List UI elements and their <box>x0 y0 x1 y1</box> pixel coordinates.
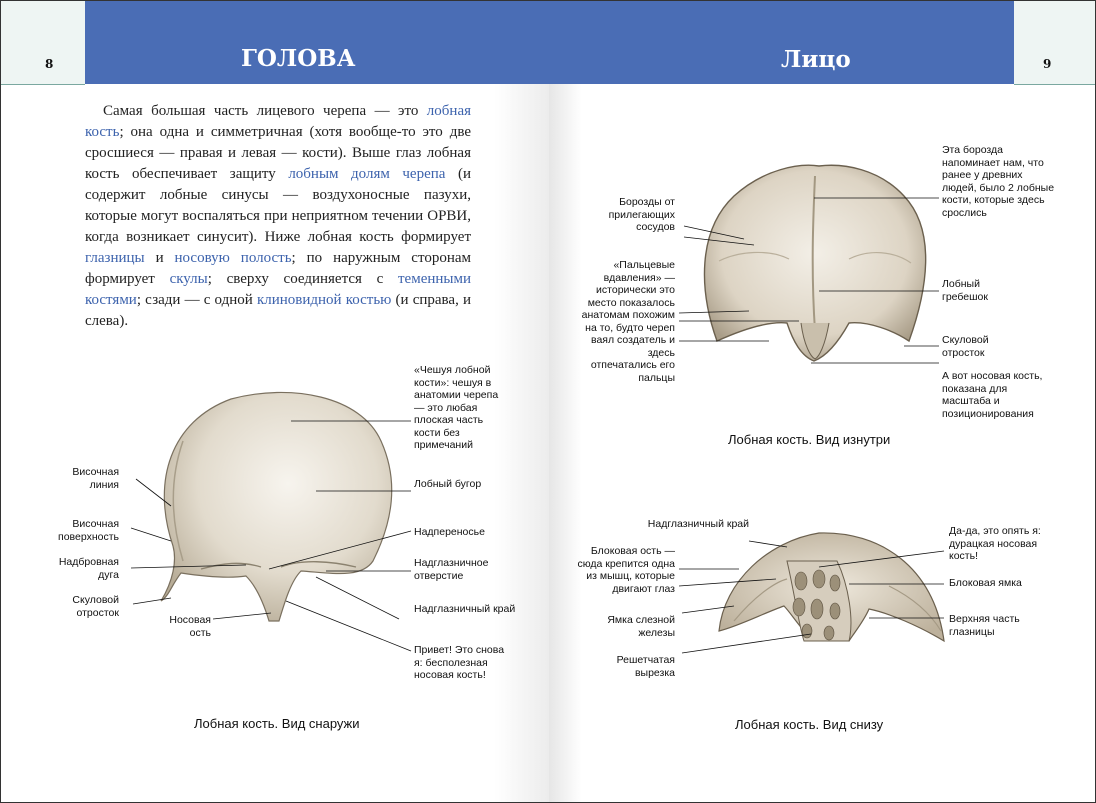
label-vessel-grooves: Борозды от прилегающих сосудов <box>608 196 675 233</box>
label-supraorbital-margin-bottom: Надглазничный край <box>647 518 749 530</box>
label-glabella: Надпереносье <box>414 526 485 538</box>
label-supraorbital-margin: Надглазничный край <box>414 603 516 615</box>
right-page-title: Лицо <box>781 46 851 73</box>
label-lacrimal-fossa: Ямка слезной железы <box>607 614 675 639</box>
label-trochlear-spine: Блоковая ость — сюда крепится одна из мышц, которые двигают глаз <box>577 545 675 595</box>
body-text: и <box>144 250 175 266</box>
figure-caption-bottom: Лобная кость. Вид снизу <box>735 717 884 732</box>
label-zygomatic-process-inner: Скуловой отросток <box>942 334 989 359</box>
link-parietal-bones[interactable]: теменными костями <box>85 271 471 308</box>
label-trochlear-fossa: Блоковая ямка <box>949 577 1022 589</box>
label-frontal-crest: Лобный гребешок <box>942 278 988 303</box>
label-orbit-roof: Верхняя часть глазницы <box>949 613 1020 638</box>
label-scale: «Чешуя лобной кости»: чешуя в анатомии черепа — это любая плоская часть кости без примечаний <box>414 364 499 451</box>
link-nasal-cavity[interactable]: носовую полость <box>174 250 292 266</box>
body-text: ; она одна и симметричная (хотя вообще-то это две сросшиеся — правая и левая — кости). Выше глаз лобная кость обеспечивает защиту <box>85 124 471 182</box>
link-frontal-lobes[interactable]: лобным долям черепа <box>288 166 446 182</box>
label-supraorbital-foramen: Надглазничное отверстие <box>414 557 489 582</box>
label-temporal-surface: Височная поверхность <box>58 518 119 543</box>
right-page <box>549 1 1095 802</box>
label-nasal-spine: Носовая ость <box>169 614 211 639</box>
label-superciliary-arch: Надбровная дуга <box>58 556 119 581</box>
left-page <box>1 1 549 802</box>
body-text: (и содержит лобные синусы — воздухоносные пазухи, которые могут воспаляться при неприятном течении ОРВИ, когда возникает синусит). Ниже лобная кость формирует <box>85 166 471 245</box>
figure-caption-inner: Лобная кость. Вид изнутри <box>728 432 891 447</box>
label-ethmoidal-notch: Решетчатая вырезка <box>616 654 675 679</box>
body-text: ; сзади — с одной <box>136 292 257 308</box>
label-finger-impressions: «Пальцевые вдавления» — исторически это место показалось анатомам похожим на то, будто череп ваял создатель и здесь отпечатались его пальцы <box>581 259 675 384</box>
label-zygomatic-process: Скуловой отросток <box>72 594 119 619</box>
body-text: ; по наружным сторонам формирует <box>85 250 471 287</box>
label-frontal-tuber: Лобный бугор <box>414 478 482 490</box>
left-page-title: ГОЛОВА <box>241 45 356 72</box>
body-text: Самая большая часть лицевого черепа — это <box>103 103 427 119</box>
link-orbits[interactable]: глазницы <box>85 250 145 266</box>
label-temporal-line: Височная линия <box>72 466 119 491</box>
label-nasal-bone-scale: А вот носовая кость, показана для масштаба и позиционирования <box>942 370 1043 420</box>
label-nasal-bone-note: Привет! Это снова я: бесполезная носовая кость! <box>414 644 505 681</box>
label-nasal-note-bottom: Да-да, это опять я: дурацкая носовая кость! <box>949 525 1041 562</box>
link-sphenoid-bone[interactable]: клиновидной костью <box>256 292 392 308</box>
right-page-number: 9 <box>1043 57 1052 71</box>
figure-caption-outer: Лобная кость. Вид снаружи <box>194 716 360 731</box>
body-text: ; сверху соединяется с <box>207 271 398 287</box>
body-text: (и справа, и слева). <box>85 292 471 329</box>
label-groove-note: Эта борозда напоминает нам, что ранее у древних людей, было 2 лобные кости, которые здесь срослись <box>942 144 1055 219</box>
link-frontal-bone[interactable]: лобная кость <box>85 103 471 140</box>
link-cheekbones[interactable]: скулы <box>169 271 208 287</box>
left-page-number: 8 <box>45 57 54 71</box>
